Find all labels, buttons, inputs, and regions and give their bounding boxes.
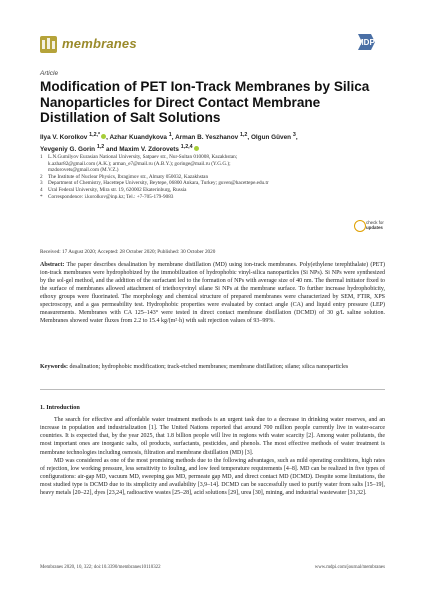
abstract-label: Abstract: xyxy=(40,262,65,268)
journal-url-link[interactable]: www.mdpi.com/journal/membranes xyxy=(314,565,385,570)
paragraph: The search for effective and affordable water treatment methods is an urgent task due to a decrease in drinking water reserves, and an increase in population and industrialization [1]. The United Nations reported that around 700 million people currently live in water-scarce countries. It is expected that, by the year 2025, that 1.8 billion people will live in regions with water scarcity [2]. Among water pollutants, the most important ones are inorganic salts, oil products, surfactants, pesticides, and phenols. The most effective methods of water treatment is membrane technologies including osmosis, filtration and membrane distillation (MD) [3]. xyxy=(40,417,385,456)
journal-logo-icon xyxy=(40,36,57,53)
correspondence: * Correspondence: i.korolkov@inp.kz; Tel.: +7-705-179-9083 xyxy=(40,193,174,200)
affiliation: 3 Department of Chemistry, Hacettepe University, Beytepe, 06800 Ankara, Turkey; guven@hacettepe.edu.tr xyxy=(40,180,269,187)
author: Azhar Kuandykova $^1$, xyxy=(109,132,176,142)
author: Arman B. Yeszhanov $^{1,2}$, xyxy=(175,132,251,142)
author: Olgun Güven $^3$, xyxy=(250,132,298,142)
paper-title: Modification of PET Ion-Track Membranes by Silica Nanoparticles for Direct Contact Membrane Distillation of Salt Solutions xyxy=(40,79,370,126)
paragraph: MD was considered as one of the most promising methods due to the following advantages, such as mild operating conditions, high rates of rejection, low working pressure, less sensitivity to fouling, and low feed temperature requirements [4–8]. MD can be realized in five types of configurations: air-gap MD, vacuum MD, sweeping gas MD, permeate gap MD, and direct contact MD (DCMD). Despite some limitations, the most studied type is DCMD due to its simplicity and availability [3,9–14]. DCMD can be successfully used to purify water from salts [15–19], heavy metals [20–22], dyes [23,24], radioactive wastes [25–28], acid solutions [29], urea [30], mining, and industrial wastewater [31,32]. xyxy=(40,457,385,497)
affiliation: 4 Ural Federal University, Mira str. 19, 620002 Ekaterinburg, Russia xyxy=(40,186,187,193)
section-heading: 1. Introduction xyxy=(40,404,80,411)
mdpi-logo-text: MDPI xyxy=(357,38,377,47)
citation-line: Membranes 2020, 10, 322; doi:10.3390/membranes10110322 xyxy=(40,565,161,570)
divider xyxy=(40,389,385,390)
affiliations xyxy=(40,154,310,200)
article-type: Article xyxy=(40,70,59,77)
author-list xyxy=(40,131,385,155)
keywords-text: desalination; hydrophobic modification; track-etched membranes; membrane distillation; silane; silica nanoparticles xyxy=(69,364,349,370)
affiliation: 2 The Institute of Nuclear Physics, Ibragimov str., Almaty 050032, Kazakhstan xyxy=(40,173,209,180)
author: Ilya V. Korolkov $^{1,2,*}$ , xyxy=(40,132,110,142)
introduction-body xyxy=(40,416,385,498)
author: Yevgeniy G. Gorin $^{1,2}$ and xyxy=(40,143,120,154)
check-updates-icon xyxy=(354,220,366,232)
orcid-icon[interactable] xyxy=(194,146,199,151)
journal-name: membranes xyxy=(62,36,137,51)
keywords-label: Keywords: xyxy=(40,364,68,370)
orcid-icon[interactable] xyxy=(101,134,106,139)
keywords xyxy=(40,364,385,372)
abstract-text: The paper describes desalination by membrane distillation (MD) using ion-track membranes. Poly(ethylene terephthalate) (PET) ion-track membranes were hydrophobized by the immobilization of hydrophobic vinyl-silica nanoparticles (Si NPs). Si NPs were synthesized by the sol-gel method, and the addition of the surfactant led to the formation of NPs with average size of 40 nm. The thermal initiator fixed to the surface of membranes allowed attachment of triethoxyvinyl silane Si NPs at the membrane surface. To further increase hydrophobicity, ethoxy groups were fluorinated. The morphology and chemical structure of prepared membranes were characterized by SEM, FTIR, XPS spectroscopy, and a gas permeability test. Hydrophobic properties were evaluated by contact angle (CA) and liquid entry pressure (LEP) measurements. Membranes with CA 125–143° were tested in direct contact membrane distillation (DCMD) of 30 g/L saline solution. Membranes showed water fluxes from 2.2 to 15.4 kg/(m²·h) with salt rejection values of 93–99%. xyxy=(40,262,385,324)
publication-dates: Received: 17 August 2020; Accepted: 28 October 2020; Published: 30 October 2020 xyxy=(40,249,216,255)
abstract xyxy=(40,262,385,326)
affiliation: 1 L.N.Gumilyov Eurasian National University, Satpaev str., Nur-Sultan 010008, Kazakhstan; k.azhar82@gmail.com (A.K.); arman_e7@mail.ru (A.B.Y.); goringe@mail.ru (Y.G.G.); mzdorovets@gmail.com (M.V.Z.) xyxy=(40,154,238,174)
mdpi-logo-icon xyxy=(354,33,388,51)
author: Maxim V. Zdorovets $^{1,2,4}$ xyxy=(119,146,198,153)
check-for-updates-button[interactable]: check for updates xyxy=(354,220,384,232)
